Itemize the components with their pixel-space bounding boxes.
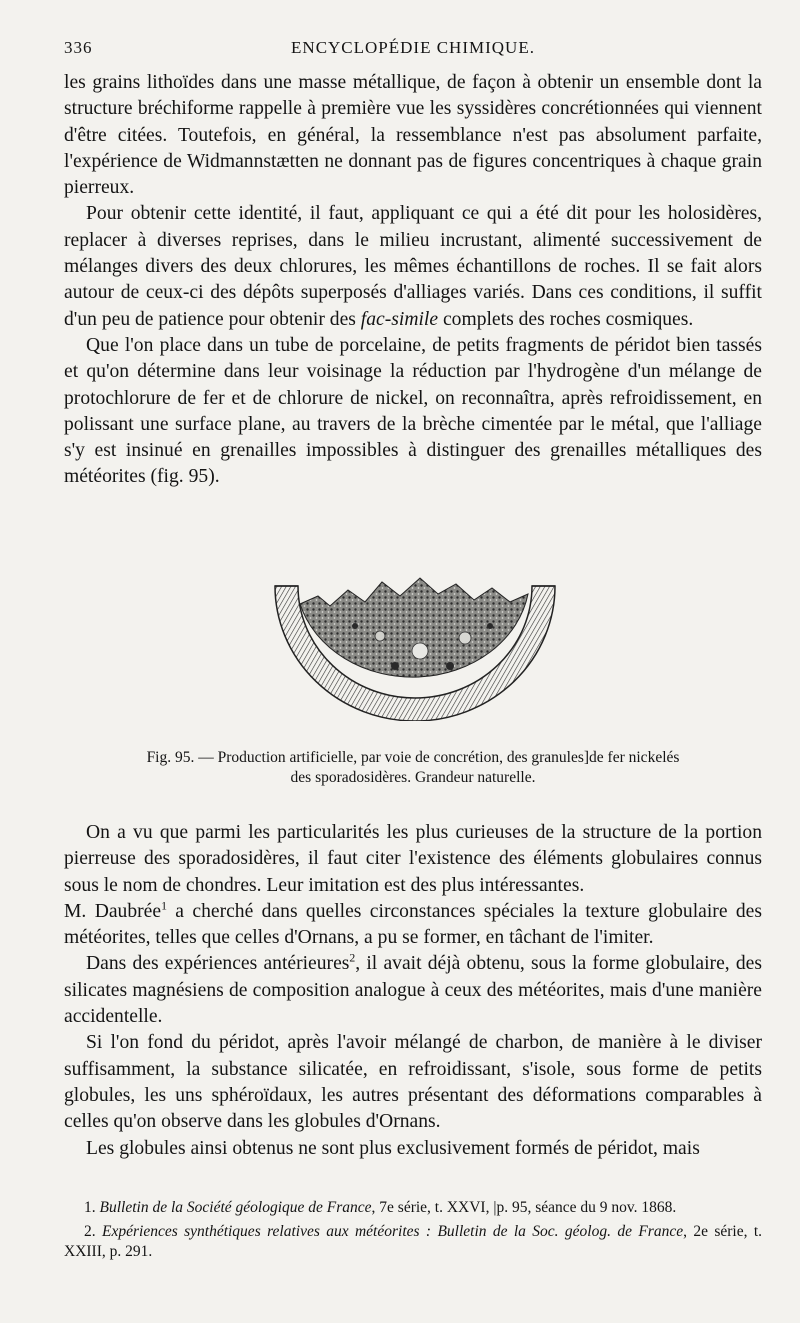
paragraph-peridot: Si l'on fond du péridot, après l'avoir mélangé de charbon, de manière à le diviser suffisamment, la substance silicatée, en refroidissant, s'isole, sous forme de petits globules, les uns sphéroïdaux, les autres présentant des déformations comparables à celles qu'on observe dans les globules d'Ornans. [64, 1032, 762, 1133]
footnote-2-title: Expériences synthétiques relatives aux météorites : Bulletin de la Soc. géolog. de France [102, 1222, 684, 1240]
experiences-text-b: , il avait déjà obtenu, sous la forme globulaire, des silicates magnésiens de composition analogue à ceux des météorites, mais d'une manière accidentelle. [64, 953, 762, 1028]
paragraph-identity-end: complets des roches cosmiques. [438, 308, 694, 330]
paragraph-chondres: On a vu que parmi les particularités les plus curieuses de la structure de la portion pierreuse des sporadosidères, il faut citer l'existence des éléments globulaires connus sous le nom de chondres. Leur imitation est des plus intéressantes. [64, 822, 762, 896]
fac-simile-term: fac-simile [360, 308, 439, 330]
footnote-ref-1[interactable]: 1 [161, 899, 167, 913]
footnote-2-rest: , 2e série, t. XXIII, p. 291. [64, 1222, 763, 1260]
daubree-name: M. Daubrée [64, 900, 162, 922]
caption-line-2: des sporadosidères. Grandeur naturelle. [290, 769, 536, 786]
footnote-ref-2[interactable]: 2 [349, 951, 356, 965]
footnote-1 [64, 1198, 762, 1219]
footnote-1-number: 1. [84, 1199, 100, 1216]
paragraph-continued: les grains lithoïdes dans une masse métallique, de façon à obtenir un ensemble dont la structure bréchiforme rappelle à première vue les syssidères concrétionnées qui viennent d'être citées. Toutefois, en général, la ressemblance n'est pas absolument parfaite, l'expérience de Widmannstætten ne donnant pas de figures concentriques à chaque grain pierreux. [64, 72, 762, 199]
footnote-1-title: Bulletin de la Société géologique de France [99, 1199, 372, 1216]
running-title: ENCYCLOPÉDIE CHIMIQUE. [291, 38, 535, 57]
breccia-fill [300, 578, 528, 677]
footnote-2 [64, 1222, 762, 1263]
footnote-1-rest: , 7e série, t. XXVI, |p. 95, séance du 9 nov. 1868. [371, 1199, 677, 1216]
paragraph-experiences [64, 951, 762, 1030]
paragraph-globules: Les globules ainsi obtenus ne sont plus exclusivement formés de péridot, mais [86, 1137, 700, 1159]
experiences-text-a: Dans des expériences antérieures [86, 953, 350, 975]
figure-caption [64, 748, 762, 788]
paragraph-identity-text: Pour obtenir cette identité, il faut, appliquant ce qui a été dit pour les holosidères, replacer à diverses reprises, dans le milieu incrustant, alimenté successivement de mélanges divers des deux chlorures, les mêmes échantillons de roches. Il se fait alors autour de ceux-ci des dépôts superposés d'alliages variés. Dans ces conditions, il suffit d'un peu de patience pour obtenir des [64, 203, 762, 330]
paragraph-porcelain-tube: Que l'on place dans un tube de porcelaine, de petits fragments de péridot bien tassés et qu'on détermine dans leur voisinage la réduction par l'hydrogène d'un mélange de protochlorure de fer et de chlorure de nickel, on reconnaîtra, après refroidissement, en polissant une surface plane, au travers de la brèche cimentée par le métal, que l'alliage s'y est insinué en grenailles impossibles à distinguer des grenailles métalliques des météorites (fig. 95). [64, 334, 762, 488]
footnotes [64, 1198, 762, 1266]
daubree-text: a cherché dans quelles circonstances spéciales la texture globulaire des météorites, telles que celles d'Ornans, a pu se former, en tâchant de l'imiter. [64, 900, 763, 949]
caption-line-1: Fig. 95. — Production artificielle, par voie de concrétion, des granules]de fer nickelés [146, 749, 680, 766]
footnote-2-number: 2. [84, 1222, 102, 1240]
body-text-top [64, 70, 762, 491]
figure-95-illustration [270, 566, 560, 721]
page-header [64, 38, 762, 62]
paragraph-identity [64, 201, 762, 332]
page-number: 336 [64, 38, 93, 57]
body-text-bottom [64, 820, 762, 1162]
paragraph-daubree [64, 899, 762, 952]
